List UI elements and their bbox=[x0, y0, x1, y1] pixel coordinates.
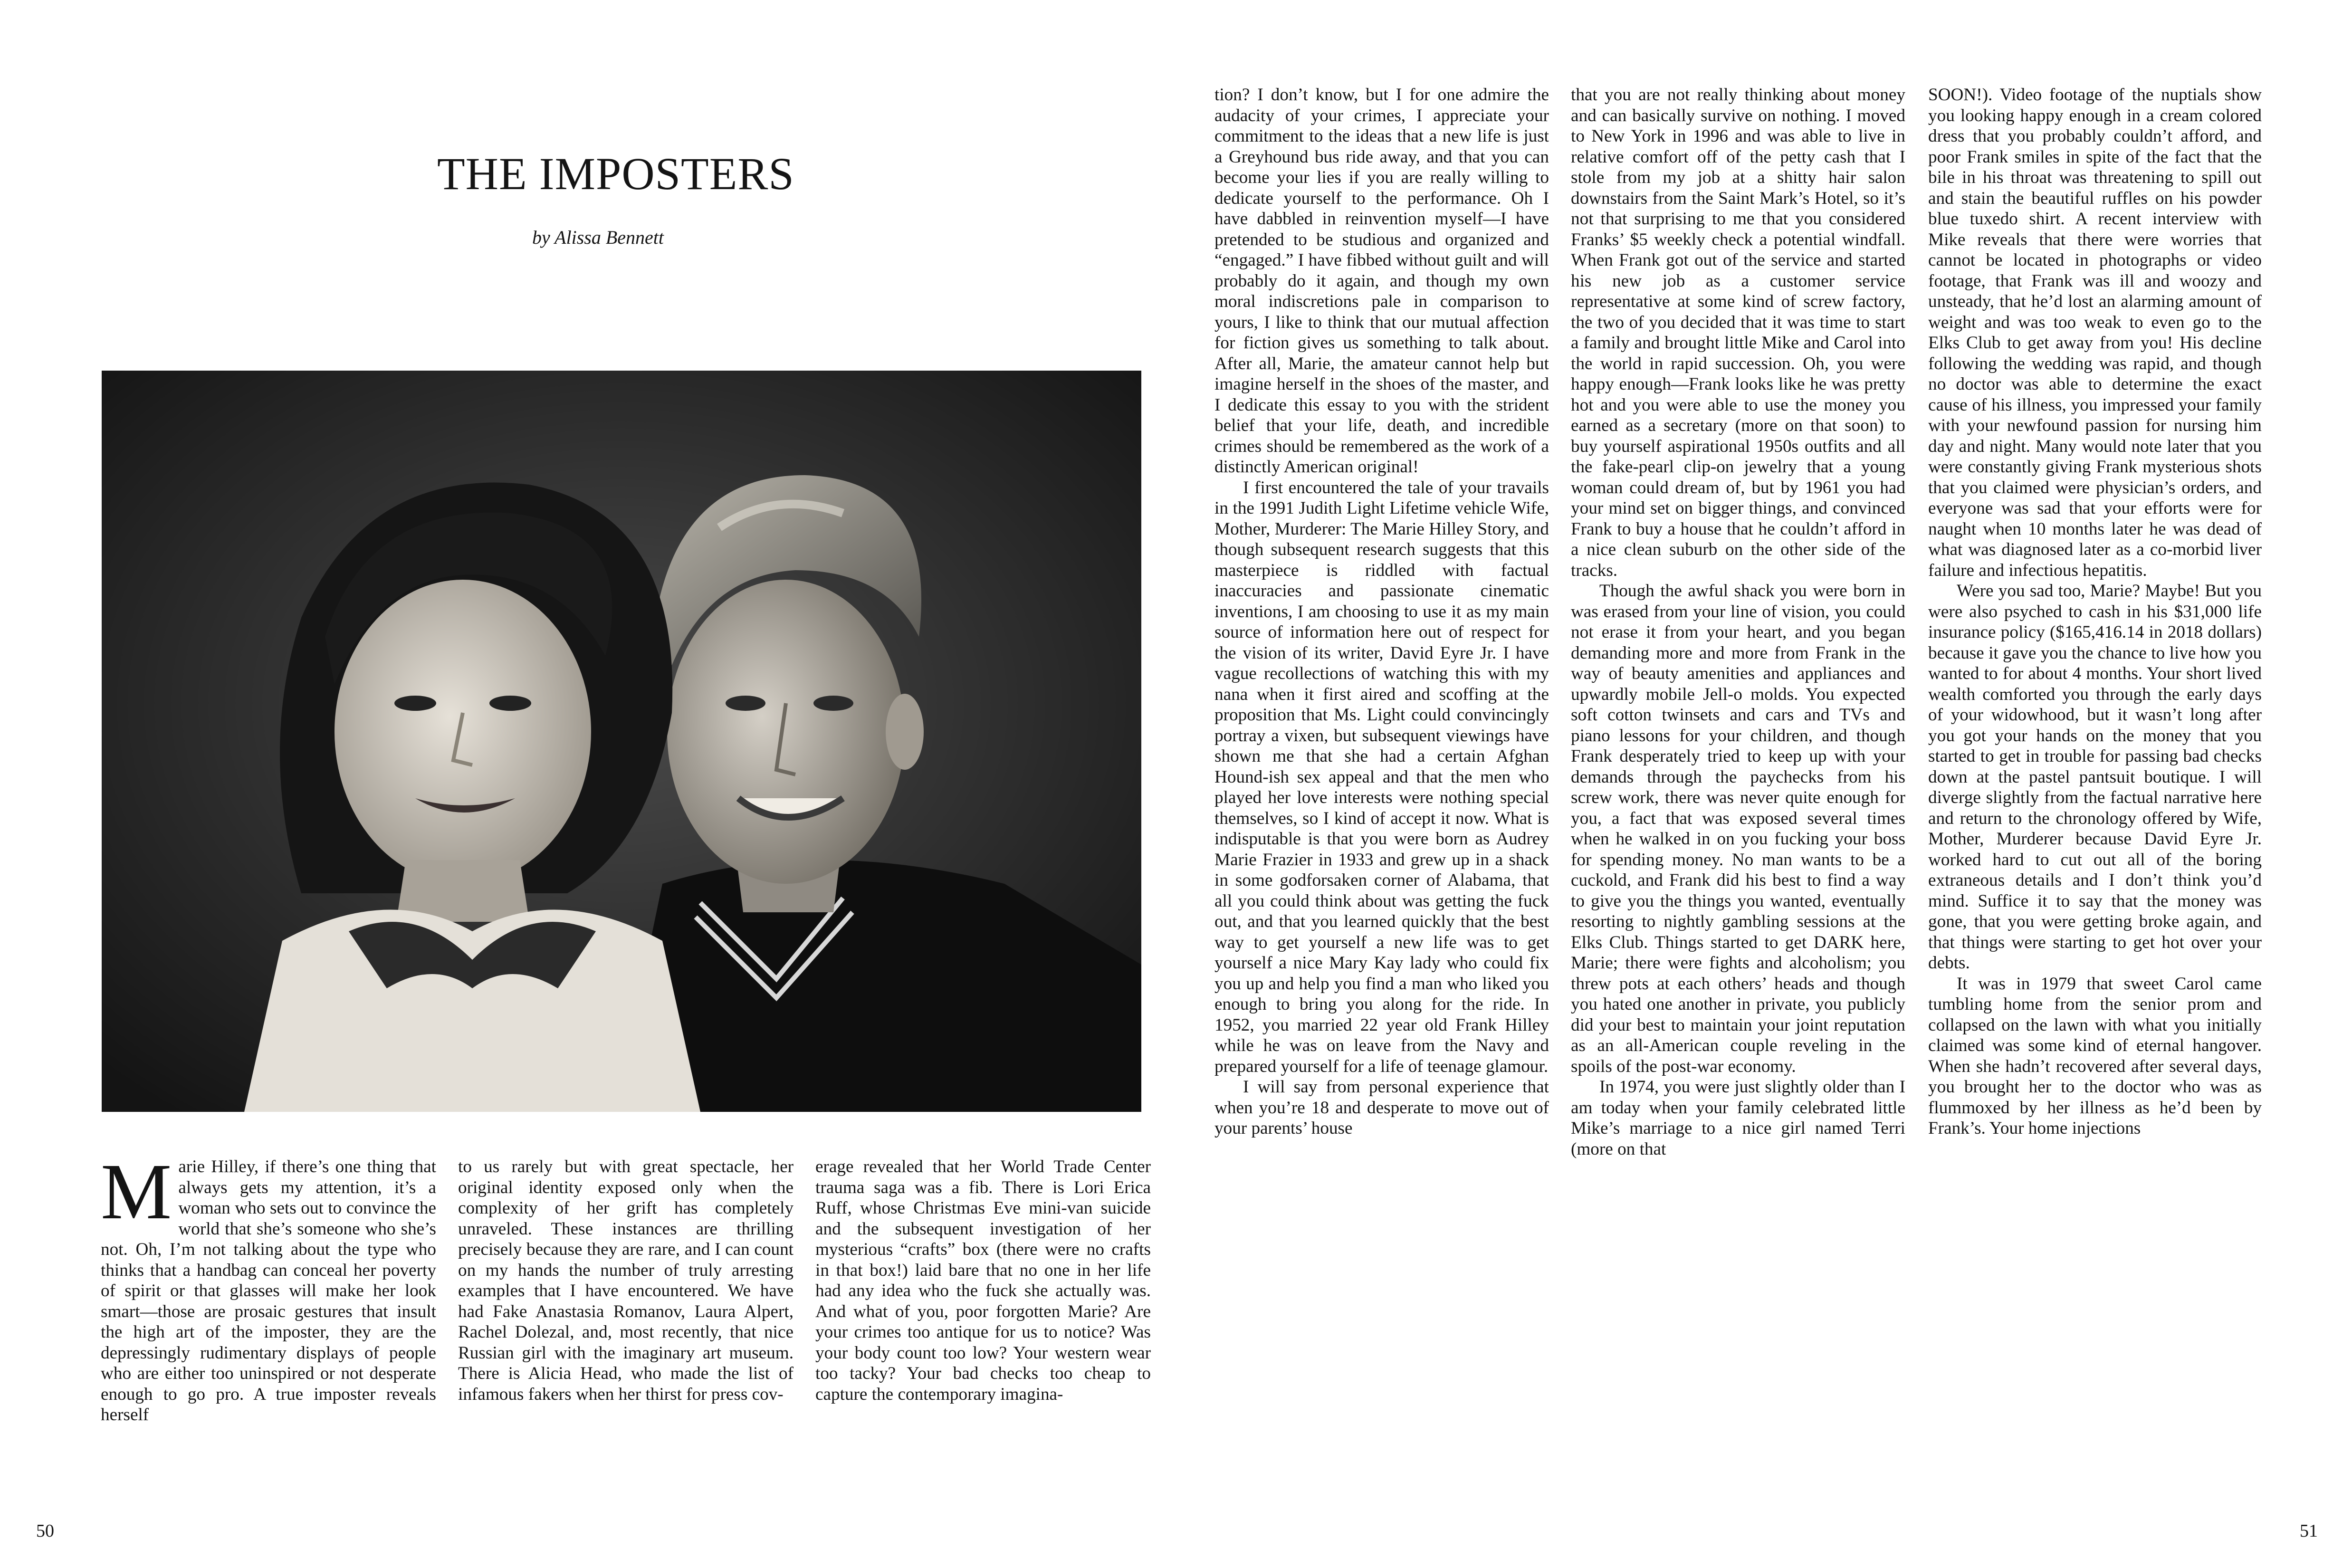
paragraph: that you are not really thinking about money and can basically survive on nothing. I moved to New York in 1996 and was able to live in relative comfort off of the petty cash that I stole from my job at a shitty hair salon downstairs from the Saint Mark’s Hotel, so it’s not that surprising to me that you considered Franks’ $5 weekly check a potential windfall. When Frank got out of the service and started his new job as a customer service representative at some kind of screw factory, the two of you decided that it was time to start a family and brought little Mike and Carol into the world in rapid succession. Oh, you were happy enough—Frank looks like he was pretty hot and you were able to use the money you earned as a secretary (more on that soon) to buy yourself aspirational 1950s outfits and all the fake-pearl clip-on jewelry that a young woman could dream of, but by 1961 you had your mind set on bigger things, and convinced Frank to buy a house that he couldn’t afford in a nice clean suburb on the other side of the tracks. bbox=[1571, 85, 1905, 580]
article-byline: by Alissa Bennett bbox=[532, 227, 664, 248]
page-number-left: 50 bbox=[36, 1521, 54, 1541]
portrait-illustration bbox=[102, 371, 1141, 1112]
paragraph: arie Hilley, if there’s one thing that always gets my attention, it’s a woman who sets out to convince the world that she’s someone who she’s not. Oh, I’m not talking about the type who thinks that a handbag can conceal her poverty of spirit or that glasses will make her look smart—those are prosaic gestures that insult the high art of the imposter, they are the depressingly rudimentary displays of people who are either too uninspired or not desperate enough to go pro. A true imposter reveals herself bbox=[101, 1157, 436, 1425]
paragraph: to us rarely but with great spectacle, her original identity exposed only when the complexity of her grift has completely unraveled. These instances are thrilling precisely because they are rare, and I can count on my hands the number of truly arresting examples that I have encountered. We have had Fake Anastasia Romanov, Laura Alpert, Rachel Dolezal, and, most recently, that nice Russian girl with the imaginary art museum. There is Alicia Head, who made the list of infamous fakers when her thirst for press cov- bbox=[458, 1157, 794, 1404]
article-column-6 bbox=[1928, 85, 2262, 1139]
paragraph: Though the awful shack you were born in was erased from your line of vision, you could not erase it from your heart, and you began demanding more and more from Frank in the way of beauty amenities and appliances and upwardly mobile Jell-o molds. You expected soft cotton twinsets and cars and TVs and piano lessons for your children, and though Frank desperately tried to keep up with your demands through the paychecks from his screw work, there was never quite enough for you, a fact that was exposed several times when he walked in on you fucking your boss for spending money. No man wants to be a cuckold, and Frank did his best to find a way to give you the things you wanted, eventually resorting to nightly gambling sessions at the Elks Club. Things started to get DARK here, Marie; there were fights and alcoholism; you threw pots at each others’ heads and though you hated one another in private, you publicly did your best to maintain your joint reputation as an all-American couple reveling in the spoils of the post-war economy. bbox=[1571, 581, 1905, 1076]
paragraph: tion? I don’t know, but I for one admire the audacity of your crimes, I appreciate your commitment to the ideas that a new life is just a Greyhound bus ride away, and that you can become your lies if you are really willing to dedicate yourself to the performance. Oh I have dabbled in reinvention myself—I have pretended to be studious and organized and “engaged.” I have fibbed without guilt and will probably do it again, and though my own moral indiscretions pale in comparison to yours, I like to think that our mutual affection for fiction gives us something to talk about. After all, Marie, the amateur cannot help but imagine herself in the shoes of the master, and I dedicate this essay to you with the strident belief that your life, death, and incredible crimes should be remembered as the work of a distinctly American original! bbox=[1214, 85, 1549, 477]
article-column-1 bbox=[101, 1147, 436, 1425]
paragraph: I will say from personal experience that when you’re 18 and desperate to move out of your parents’ house bbox=[1214, 1077, 1549, 1138]
portrait-photo bbox=[102, 371, 1141, 1112]
article-title: THE IMPOSTERS bbox=[437, 148, 794, 199]
article-column-4 bbox=[1214, 85, 1549, 1139]
article-column-3 bbox=[815, 1157, 1151, 1405]
page-number-right: 51 bbox=[2300, 1521, 2318, 1541]
paragraph: SOON!). Video footage of the nuptials show you looking happy enough in a cream colored dress that you probably couldn’t afford, and poor Frank smiles in spite of the fact that the bile in his throat was threatening to spill out and stain the beautiful ruffles on his powder blue tuxedo shirt. A recent interview with Mike reveals that there were worries that cannot be located in photographs or video footage, that Frank was ill and woozy and unsteady, that he’d lost an alarming amount of weight and was too weak to even go to the Elks Club to get away from you! His decline following the wedding was rapid, and though no doctor was able to determine the exact cause of his illness, you impressed your family with your newfound passion for nursing him day and night. Many would note later that you were constantly giving Frank mysterious shots that you claimed were physician’s orders, and everyone was sad that your efforts were for naught when 10 months later he was dead of what was diagnosed later as a co-morbid liver failure and infectious hepatitis. bbox=[1928, 85, 2262, 580]
article-column-5 bbox=[1571, 85, 1905, 1159]
paragraph: Were you sad too, Marie? Maybe! But you were also psyched to cash in his $31,000 life insurance policy ($165,416.14 in 2018 dollars) because it gave you the chance to live how you wanted to for about 4 months. Your short lived wealth comforted you through the early days of your widowhood, but it wasn’t long after you got your hands on the money that you started to get in trouble for passing bad checks down at the pastel pantsuit boutique. I will diverge slightly from the factual narrative here and return to the chronology offered by Wife, Mother, Murderer because David Eyre Jr. worked hard to cut out all of the boring extraneous details and I don’t think you’d mind. Suffice it to say that the money was gone, that you were getting broke again, and that things were starting to get hot over your debts. bbox=[1928, 581, 2262, 973]
paragraph: It was in 1979 that sweet Carol came tumbling home from the senior prom and collapsed on the lawn with what you initially claimed was some kind of eternal hangover. When she hadn’t recovered after several days, you brought her to the doctor who was as flummoxed by her illness as he’d been by Frank’s. Your home injections bbox=[1928, 974, 2262, 1138]
drop-cap: M bbox=[101, 1147, 172, 1236]
paragraph: erage revealed that her World Trade Center trauma saga was a fib. There is Lori Erica Ruff, whose Christmas Eve mini-van suicide and the subsequent investigation of her mysterious “crafts” box (there were no crafts in that box!) laid bare that no one in her life had any idea who the fuck she actually was. And what of you, poor forgotten Marie? Are your crimes too antique for us to notice? Was your body count too low? Your western wear too tacky? Your bad checks too cheap to capture the contemporary imagina- bbox=[815, 1157, 1151, 1404]
article-column-2 bbox=[458, 1157, 794, 1405]
paragraph: I first encountered the tale of your travails in the 1991 Judith Light Lifetime vehicle Wife, Mother, Murderer: The Marie Hilley Story, and though subsequent research suggests that this masterpiece is riddled with factual inaccuracies and passionate cinematic inventions, I am choosing to use it as my main source of information here out of respect for the vision of its writer, David Eyre Jr. I have vague recollections of watching this with my nana when it first aired and scoffing at the proposition that Ms. Light could convincingly portray a vixen, but subsequent viewings have shown me that she had a certain Afghan Hound-ish sex appeal and that the men who played her love interests were nothing special themselves, so I kind of accept it now. What is indisputable is that you were born as Audrey Marie Frazier in 1933 and grew up in a shack in some godforsaken corner of Alabama, that all you could think about was getting the fuck out, and that you learned quickly that the best way to get yourself a new life was to get yourself a nice Mary Kay lady who could fix you up and help you find a man who liked you enough to bring you along for the ride. In 1952, you married 22 year old Frank Hilley while he was on leave from the Navy and prepared yourself for a life of teenage glamour. bbox=[1214, 478, 1549, 1076]
paragraph: In 1974, you were just slightly older than I am today when your family celebrated little Mike’s marriage to a nice girl named Terri (more on that bbox=[1571, 1077, 1905, 1159]
